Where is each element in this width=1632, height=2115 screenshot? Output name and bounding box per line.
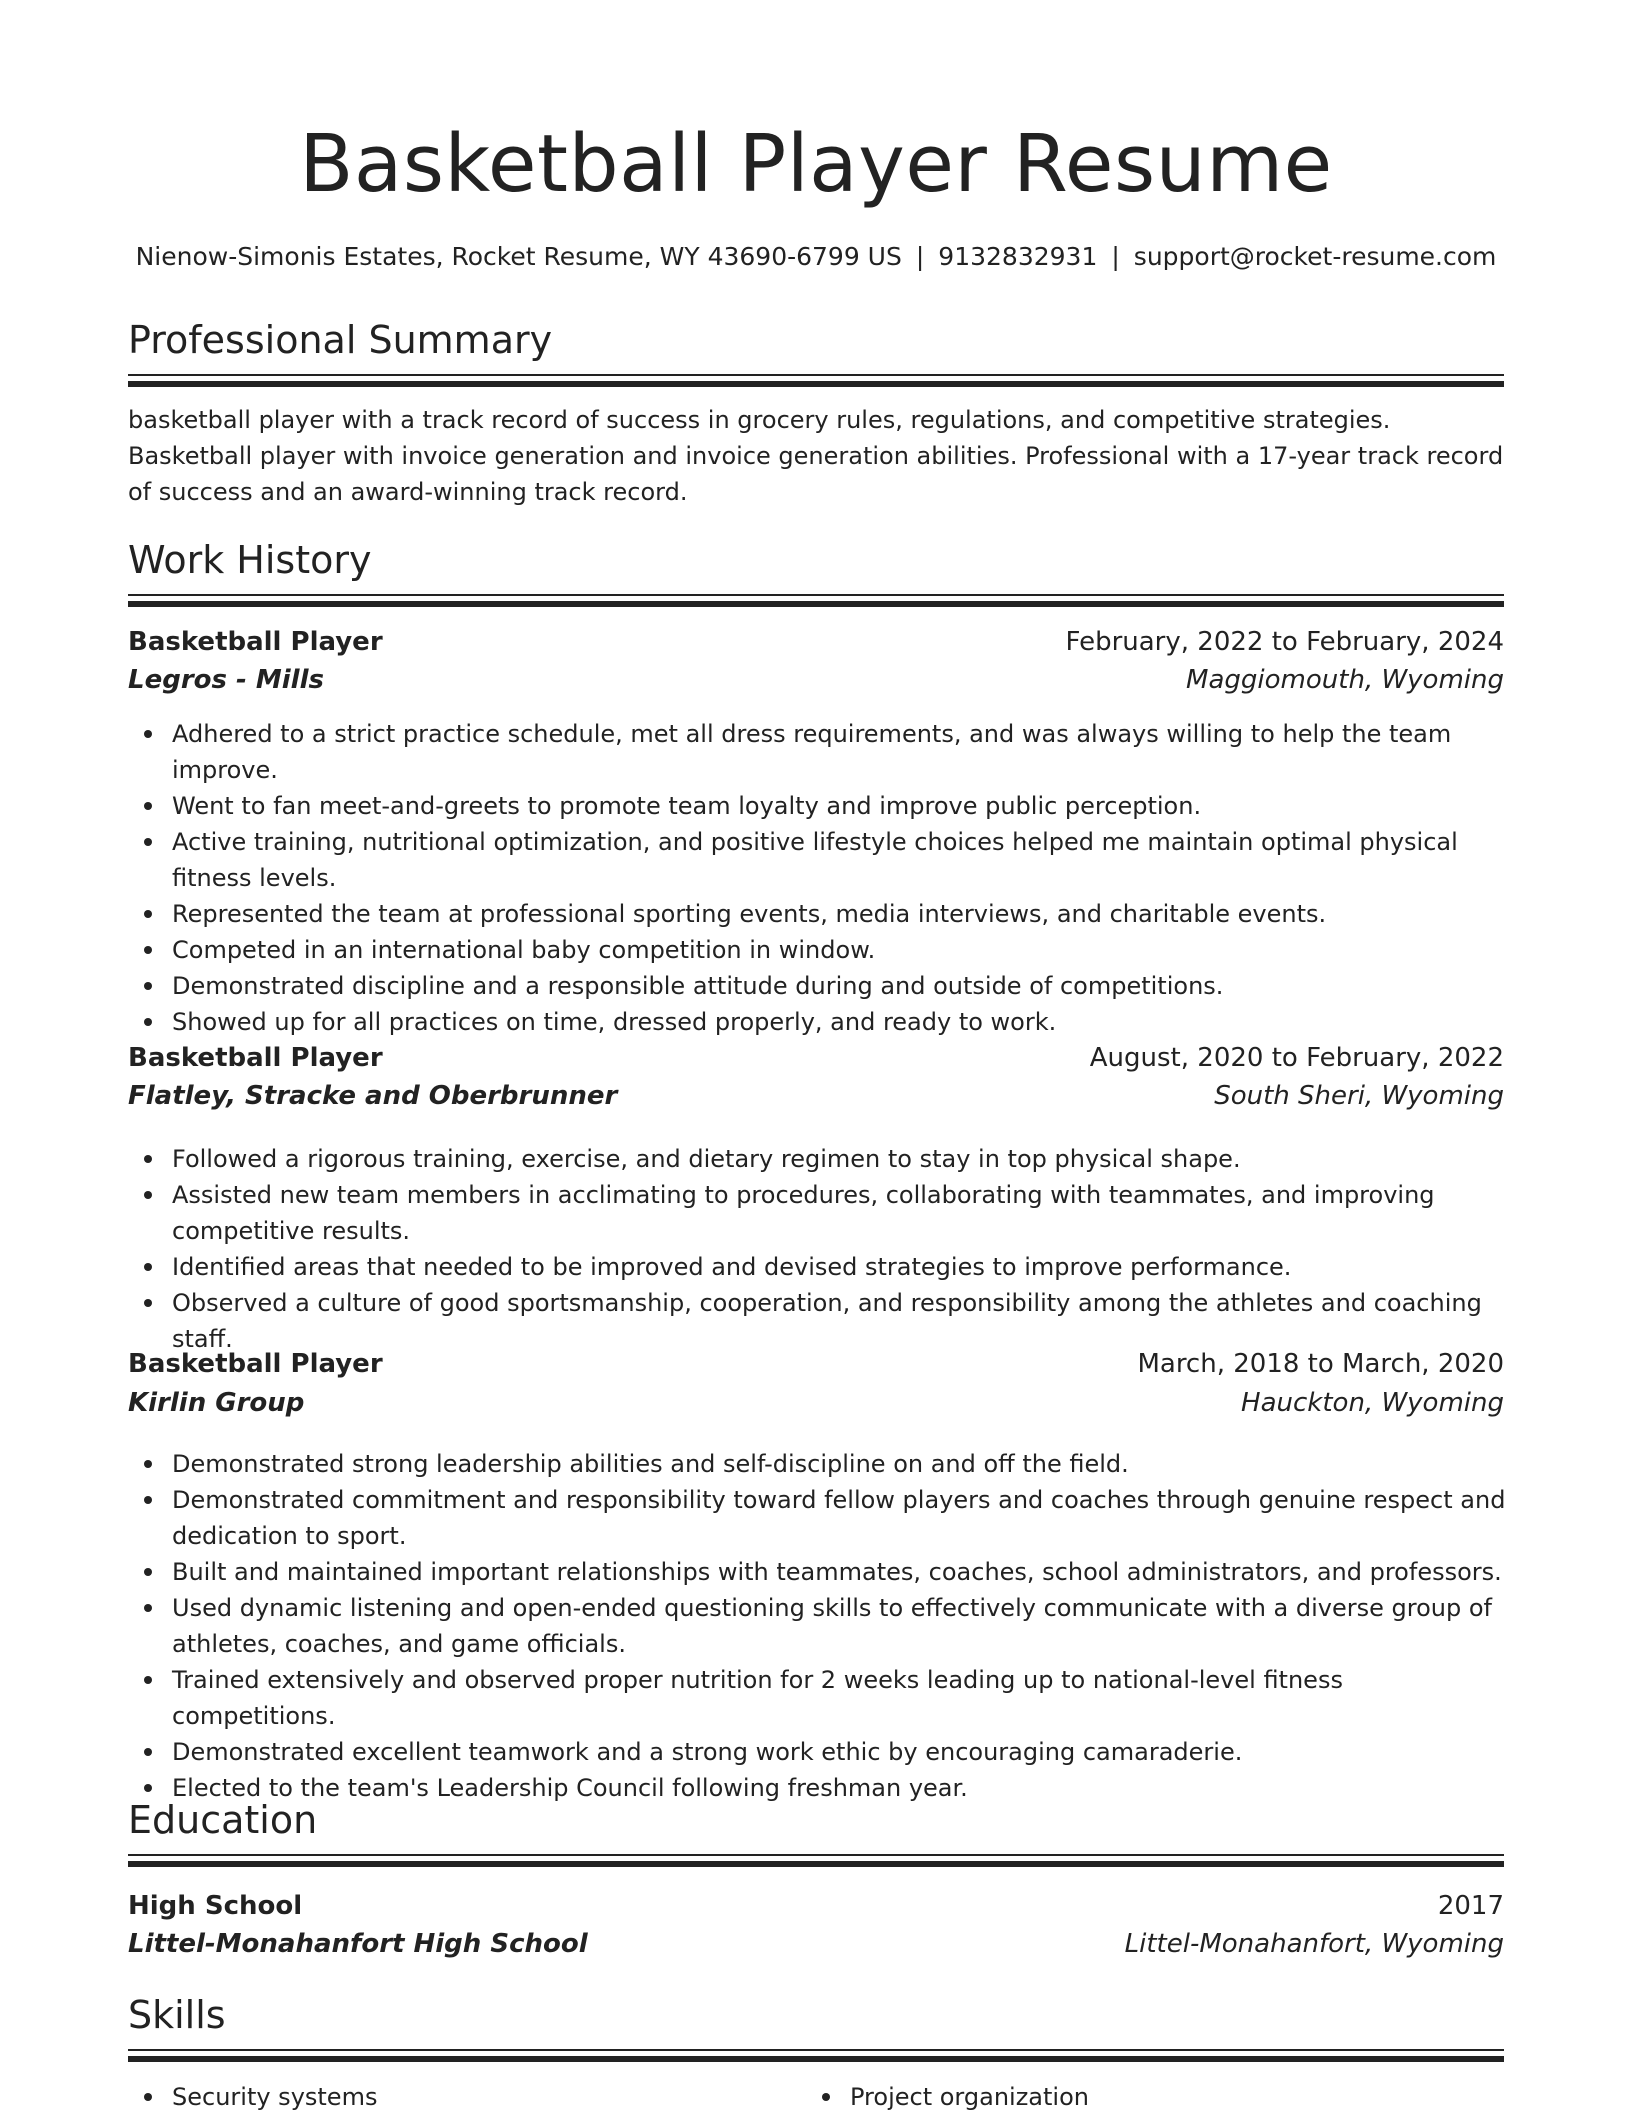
skills-list-right	[806, 2079, 1089, 2115]
job-bullets	[128, 1141, 1508, 1357]
education-header	[128, 1891, 1504, 1929]
list-item: Followed a rigorous training, exercise, and dietary regimen to stay in top physical shape.	[172, 1141, 1508, 1177]
contact-separator: |	[1111, 242, 1120, 271]
section-rule	[128, 594, 1504, 608]
job-position: Basketball Player	[128, 627, 383, 657]
education-year: 2017	[1437, 1891, 1504, 1921]
list-item: Demonstrated commitment and responsibility toward fellow players and coaches through genuine respect and dedication to sport.	[172, 1482, 1508, 1554]
list-item: Project organization	[850, 2079, 1089, 2115]
job-position: Basketball Player	[128, 1043, 383, 1073]
job-location: South Sheri, Wyoming	[1214, 1081, 1504, 1111]
job-bullets	[128, 716, 1508, 1040]
job-position: Basketball Player	[128, 1349, 383, 1379]
job-company: Flatley, Stracke and Oberbrunner	[128, 1081, 618, 1111]
list-item: Active training, nutritional optimization, and positive lifestyle choices helped me maintain optimal physical fitness levels.	[172, 824, 1508, 896]
list-item: Observed a culture of good sportsmanship, cooperation, and responsibility among the athletes and coaching staff.	[172, 1285, 1508, 1357]
contact-email[interactable]: support@rocket-resume.com	[1133, 242, 1497, 271]
list-item: Showed up for all practices on time, dressed properly, and ready to work.	[172, 1004, 1508, 1040]
list-item: Security systems	[172, 2079, 377, 2115]
list-item: Built and maintained important relationships with teammates, coaches, school administrators, and professors.	[172, 1554, 1508, 1590]
list-item: Adhered to a strict practice schedule, met all dress requirements, and was always willing to help the team improve.	[172, 716, 1508, 788]
list-item: Demonstrated strong leadership abilities and self-discipline on and off the field.	[172, 1446, 1508, 1482]
list-item: Identified areas that needed to be improved and devised strategies to improve performance.	[172, 1249, 1508, 1285]
job-dates: August, 2020 to February, 2022	[1089, 1043, 1504, 1073]
job-location: Hauckton, Wyoming	[1241, 1388, 1504, 1418]
list-item: Trained extensively and observed proper nutrition for 2 weeks leading up to national-level fitness competitions.	[172, 1662, 1508, 1734]
contact-separator: |	[915, 242, 925, 271]
list-item: Elected to the team's Leadership Council following freshman year.	[172, 1770, 1508, 1806]
education-school: Littel-Monahanfort High School	[128, 1929, 588, 1959]
summary-text: basketball player with a track record of success in grocery rules, regulations, and competitive strategies. Basketball player with invoice generation and invoice generation abilities. Professional with a 17-year track record of success and an award-winning track record.	[128, 406, 1504, 506]
job-header	[128, 1043, 1504, 1081]
job-company: Legros - Mills	[128, 665, 324, 695]
job-dates: March, 2018 to March, 2020	[1137, 1349, 1504, 1379]
job-company: Kirlin Group	[128, 1388, 305, 1418]
contact-address: Nienow-Simonis Estates, Rocket Resume, WY 43690-6799 US	[135, 242, 902, 271]
section-rule	[128, 2049, 1504, 2063]
section-title-education: Education	[128, 1798, 318, 1842]
section-rule	[128, 374, 1504, 388]
resume-title: Basketball Player Resume	[299, 118, 1333, 210]
skills-list-left	[128, 2079, 377, 2115]
list-item: Assisted new team members in acclimating to procedures, collaborating with teammates, and improving competitive results.	[172, 1177, 1508, 1249]
job-header	[128, 627, 1504, 665]
list-item: Demonstrated excellent teamwork and a strong work ethic by encouraging camaraderie.	[172, 1734, 1508, 1770]
education-location: Littel-Monahanfort, Wyoming	[1124, 1929, 1504, 1959]
list-item: Demonstrated discipline and a responsible attitude during and outside of competitions.	[172, 968, 1508, 1004]
education-subheader	[128, 1929, 1504, 1967]
education-degree: High School	[128, 1891, 303, 1921]
section-title-skills: Skills	[128, 1993, 226, 2037]
job-subheader	[128, 665, 1504, 703]
job-location: Maggiomouth, Wyoming	[1186, 665, 1504, 695]
job-subheader	[128, 1081, 1504, 1119]
section-title-work: Work History	[128, 538, 372, 582]
list-item: Represented the team at professional sporting events, media interviews, and charitable events.	[172, 896, 1508, 932]
job-bullets	[128, 1446, 1508, 1806]
contact-phone: 9132832931	[938, 242, 1098, 271]
list-item: Went to fan meet-and-greets to promote team loyalty and improve public perception.	[172, 788, 1508, 824]
job-dates: February, 2022 to February, 2024	[1065, 627, 1504, 657]
list-item: Competed in an international baby competition in window.	[172, 932, 1508, 968]
job-subheader	[128, 1388, 1504, 1426]
contact-line	[128, 242, 1504, 271]
section-rule	[128, 1854, 1504, 1868]
job-header	[128, 1349, 1504, 1387]
section-title-summary: Professional Summary	[128, 318, 553, 362]
list-item: Used dynamic listening and open-ended questioning skills to effectively communicate with a diverse group of athletes, coaches, and game officials.	[172, 1590, 1508, 1662]
